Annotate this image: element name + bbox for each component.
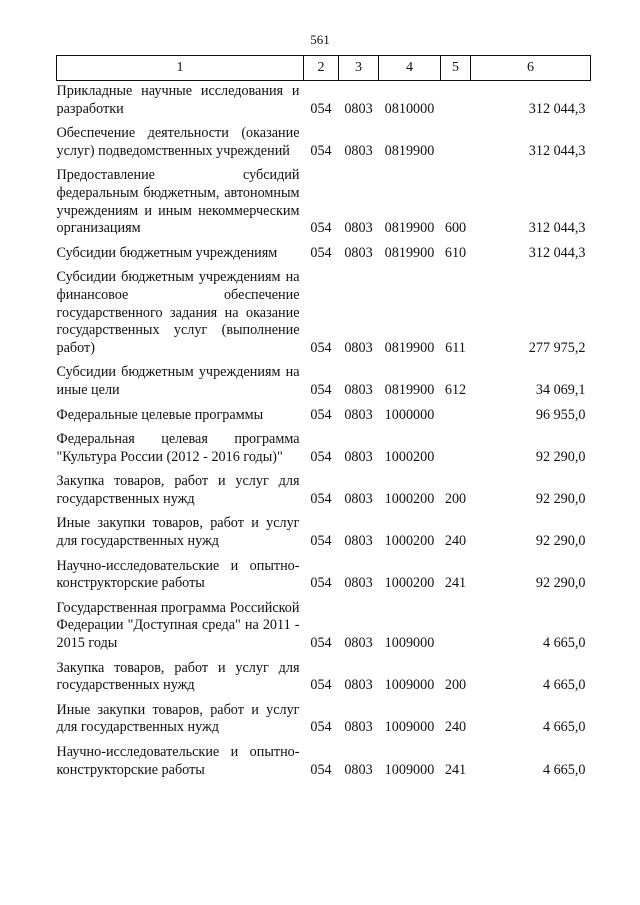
row-target-article: 1000200	[384, 490, 435, 507]
row-section-code: 0803	[344, 719, 373, 736]
table-row	[57, 551, 591, 593]
table-row	[57, 593, 591, 653]
row-amount: 4 665,0	[542, 761, 586, 778]
row-expense-type: 241	[444, 575, 467, 592]
row-section-code: 0803	[344, 635, 373, 652]
row-expense-type	[441, 593, 471, 653]
row-target-article: 1009000	[384, 719, 435, 736]
row-section-code: 0803	[344, 448, 373, 465]
row-expense-type: 200	[444, 677, 467, 694]
row-target-article: 0819900	[384, 142, 435, 159]
row-ministry-code: 054	[310, 100, 332, 117]
row-section-code: 0803	[344, 533, 373, 550]
row-target-article: 0819900	[384, 381, 435, 398]
row-name: Научно-исследовательские и опытно-конструкторские работы	[56, 744, 300, 778]
row-amount: 312 044,3	[528, 220, 586, 237]
row-section-code: 0803	[344, 761, 373, 778]
row-amount: 92 290,0	[535, 448, 586, 465]
row-section-code: 0803	[344, 490, 373, 507]
row-ministry-code: 054	[310, 677, 332, 694]
row-expense-type	[441, 81, 471, 119]
row-name: Обеспечение деятельности (оказание услуг) подведомственных учреждений	[56, 125, 300, 159]
table-row	[57, 118, 591, 160]
row-expense-type: 240	[444, 533, 467, 550]
table-row	[57, 160, 591, 237]
row-amount: 96 955,0	[535, 406, 586, 423]
page-number: 561	[310, 32, 330, 47]
row-name: Субсидии бюджетным учреждениям на финансовое обеспечение государственного задания на оказание государственных услуг (выполнение работ)	[56, 269, 300, 356]
table-row	[57, 81, 591, 119]
row-ministry-code: 054	[310, 381, 332, 398]
row-ministry-code: 054	[310, 448, 332, 465]
table-row	[57, 695, 591, 737]
row-amount: 92 290,0	[535, 490, 586, 507]
table-row	[57, 262, 591, 357]
row-ministry-code: 054	[310, 220, 332, 237]
row-expense-type: 612	[444, 381, 467, 398]
row-ministry-code: 054	[310, 490, 332, 507]
row-amount: 92 290,0	[535, 575, 586, 592]
row-section-code: 0803	[344, 100, 373, 117]
table-row	[57, 737, 591, 779]
row-amount: 4 665,0	[542, 677, 586, 694]
row-name: Субсидии бюджетным учреждениям	[56, 244, 278, 261]
row-expense-type: 610	[444, 244, 467, 261]
table-row	[57, 400, 591, 425]
table-row	[57, 508, 591, 550]
row-target-article: 1000000	[384, 406, 435, 423]
row-section-code: 0803	[344, 406, 373, 423]
row-name: Прикладные научные исследования и разработки	[56, 83, 300, 117]
table-row	[57, 466, 591, 508]
table-row	[57, 357, 591, 399]
row-section-code: 0803	[344, 339, 373, 356]
row-ministry-code: 054	[310, 142, 332, 159]
row-name: Государственная программа Российской Федерации "Доступная среда" на 2011 - 2015 годы	[56, 599, 300, 652]
row-name: Федеральная целевая программа "Культура России (2012 - 2016 годы)"	[56, 431, 300, 465]
row-target-article: 1000200	[384, 533, 435, 550]
row-ministry-code: 054	[310, 339, 332, 356]
row-amount: 312 044,3	[528, 100, 586, 117]
row-expense-type	[441, 400, 471, 425]
header-cell-2: 2	[304, 56, 339, 81]
row-name: Предоставление субсидий федеральным бюджетным, автономным учреждениям и иным некоммерческим организациям	[56, 167, 300, 237]
row-target-article: 1000200	[384, 448, 435, 465]
row-expense-type	[441, 118, 471, 160]
header-cell-6: 6	[471, 56, 591, 81]
row-target-article: 1000200	[384, 575, 435, 592]
row-ministry-code: 054	[310, 635, 332, 652]
row-name: Иные закупки товаров, работ и услуг для государственных нужд	[56, 701, 300, 736]
row-amount: 312 044,3	[528, 244, 586, 261]
row-section-code: 0803	[344, 381, 373, 398]
row-target-article: 0819900	[384, 244, 435, 261]
row-name: Закупка товаров, работ и услуг для государственных нужд	[56, 473, 300, 507]
row-target-article: 0819900	[384, 339, 435, 356]
row-name: Иные закупки товаров, работ и услуг для государственных нужд	[56, 515, 300, 550]
row-target-article: 1009000	[384, 761, 435, 778]
row-target-article: 0810000	[384, 100, 435, 117]
row-target-article: 0819900	[384, 220, 435, 237]
row-target-article: 1009000	[384, 677, 435, 694]
row-amount: 277 975,2	[528, 339, 586, 356]
budget-table	[56, 55, 591, 779]
row-ministry-code: 054	[310, 244, 332, 261]
row-section-code: 0803	[344, 142, 373, 159]
header-cell-4: 4	[379, 56, 441, 81]
header-cell-5: 5	[441, 56, 471, 81]
row-expense-type: 200	[444, 490, 467, 507]
row-section-code: 0803	[344, 677, 373, 694]
row-target-article: 1009000	[384, 635, 435, 652]
table-header	[57, 56, 591, 81]
row-expense-type: 611	[445, 339, 466, 356]
row-ministry-code: 054	[310, 533, 332, 550]
row-ministry-code: 054	[310, 761, 332, 778]
row-name: Закупка товаров, работ и услуг для государственных нужд	[56, 659, 300, 694]
row-section-code: 0803	[344, 220, 373, 237]
table-row	[57, 238, 591, 263]
row-expense-type: 600	[444, 220, 467, 237]
row-name: Федеральные целевые программы	[56, 406, 264, 423]
table-body	[57, 81, 591, 780]
row-expense-type: 241	[444, 761, 467, 778]
row-expense-type	[441, 424, 471, 466]
row-ministry-code: 054	[310, 575, 332, 592]
row-section-code: 0803	[344, 575, 373, 592]
row-name: Научно-исследовательские и опытно-конструкторские работы	[56, 557, 300, 592]
table-row	[57, 653, 591, 695]
header-cell-3: 3	[339, 56, 379, 81]
row-expense-type: 240	[444, 719, 467, 736]
row-amount: 4 665,0	[542, 635, 586, 652]
row-amount: 92 290,0	[535, 533, 586, 550]
row-name: Субсидии бюджетным учреждениям на иные цели	[56, 364, 300, 398]
row-ministry-code: 054	[310, 719, 332, 736]
header-cell-1: 1	[57, 56, 304, 81]
row-ministry-code: 054	[310, 406, 332, 423]
row-amount: 4 665,0	[542, 719, 586, 736]
table-row	[57, 424, 591, 466]
row-amount: 312 044,3	[528, 142, 586, 159]
row-amount: 34 069,1	[535, 381, 586, 398]
row-section-code: 0803	[344, 244, 373, 261]
